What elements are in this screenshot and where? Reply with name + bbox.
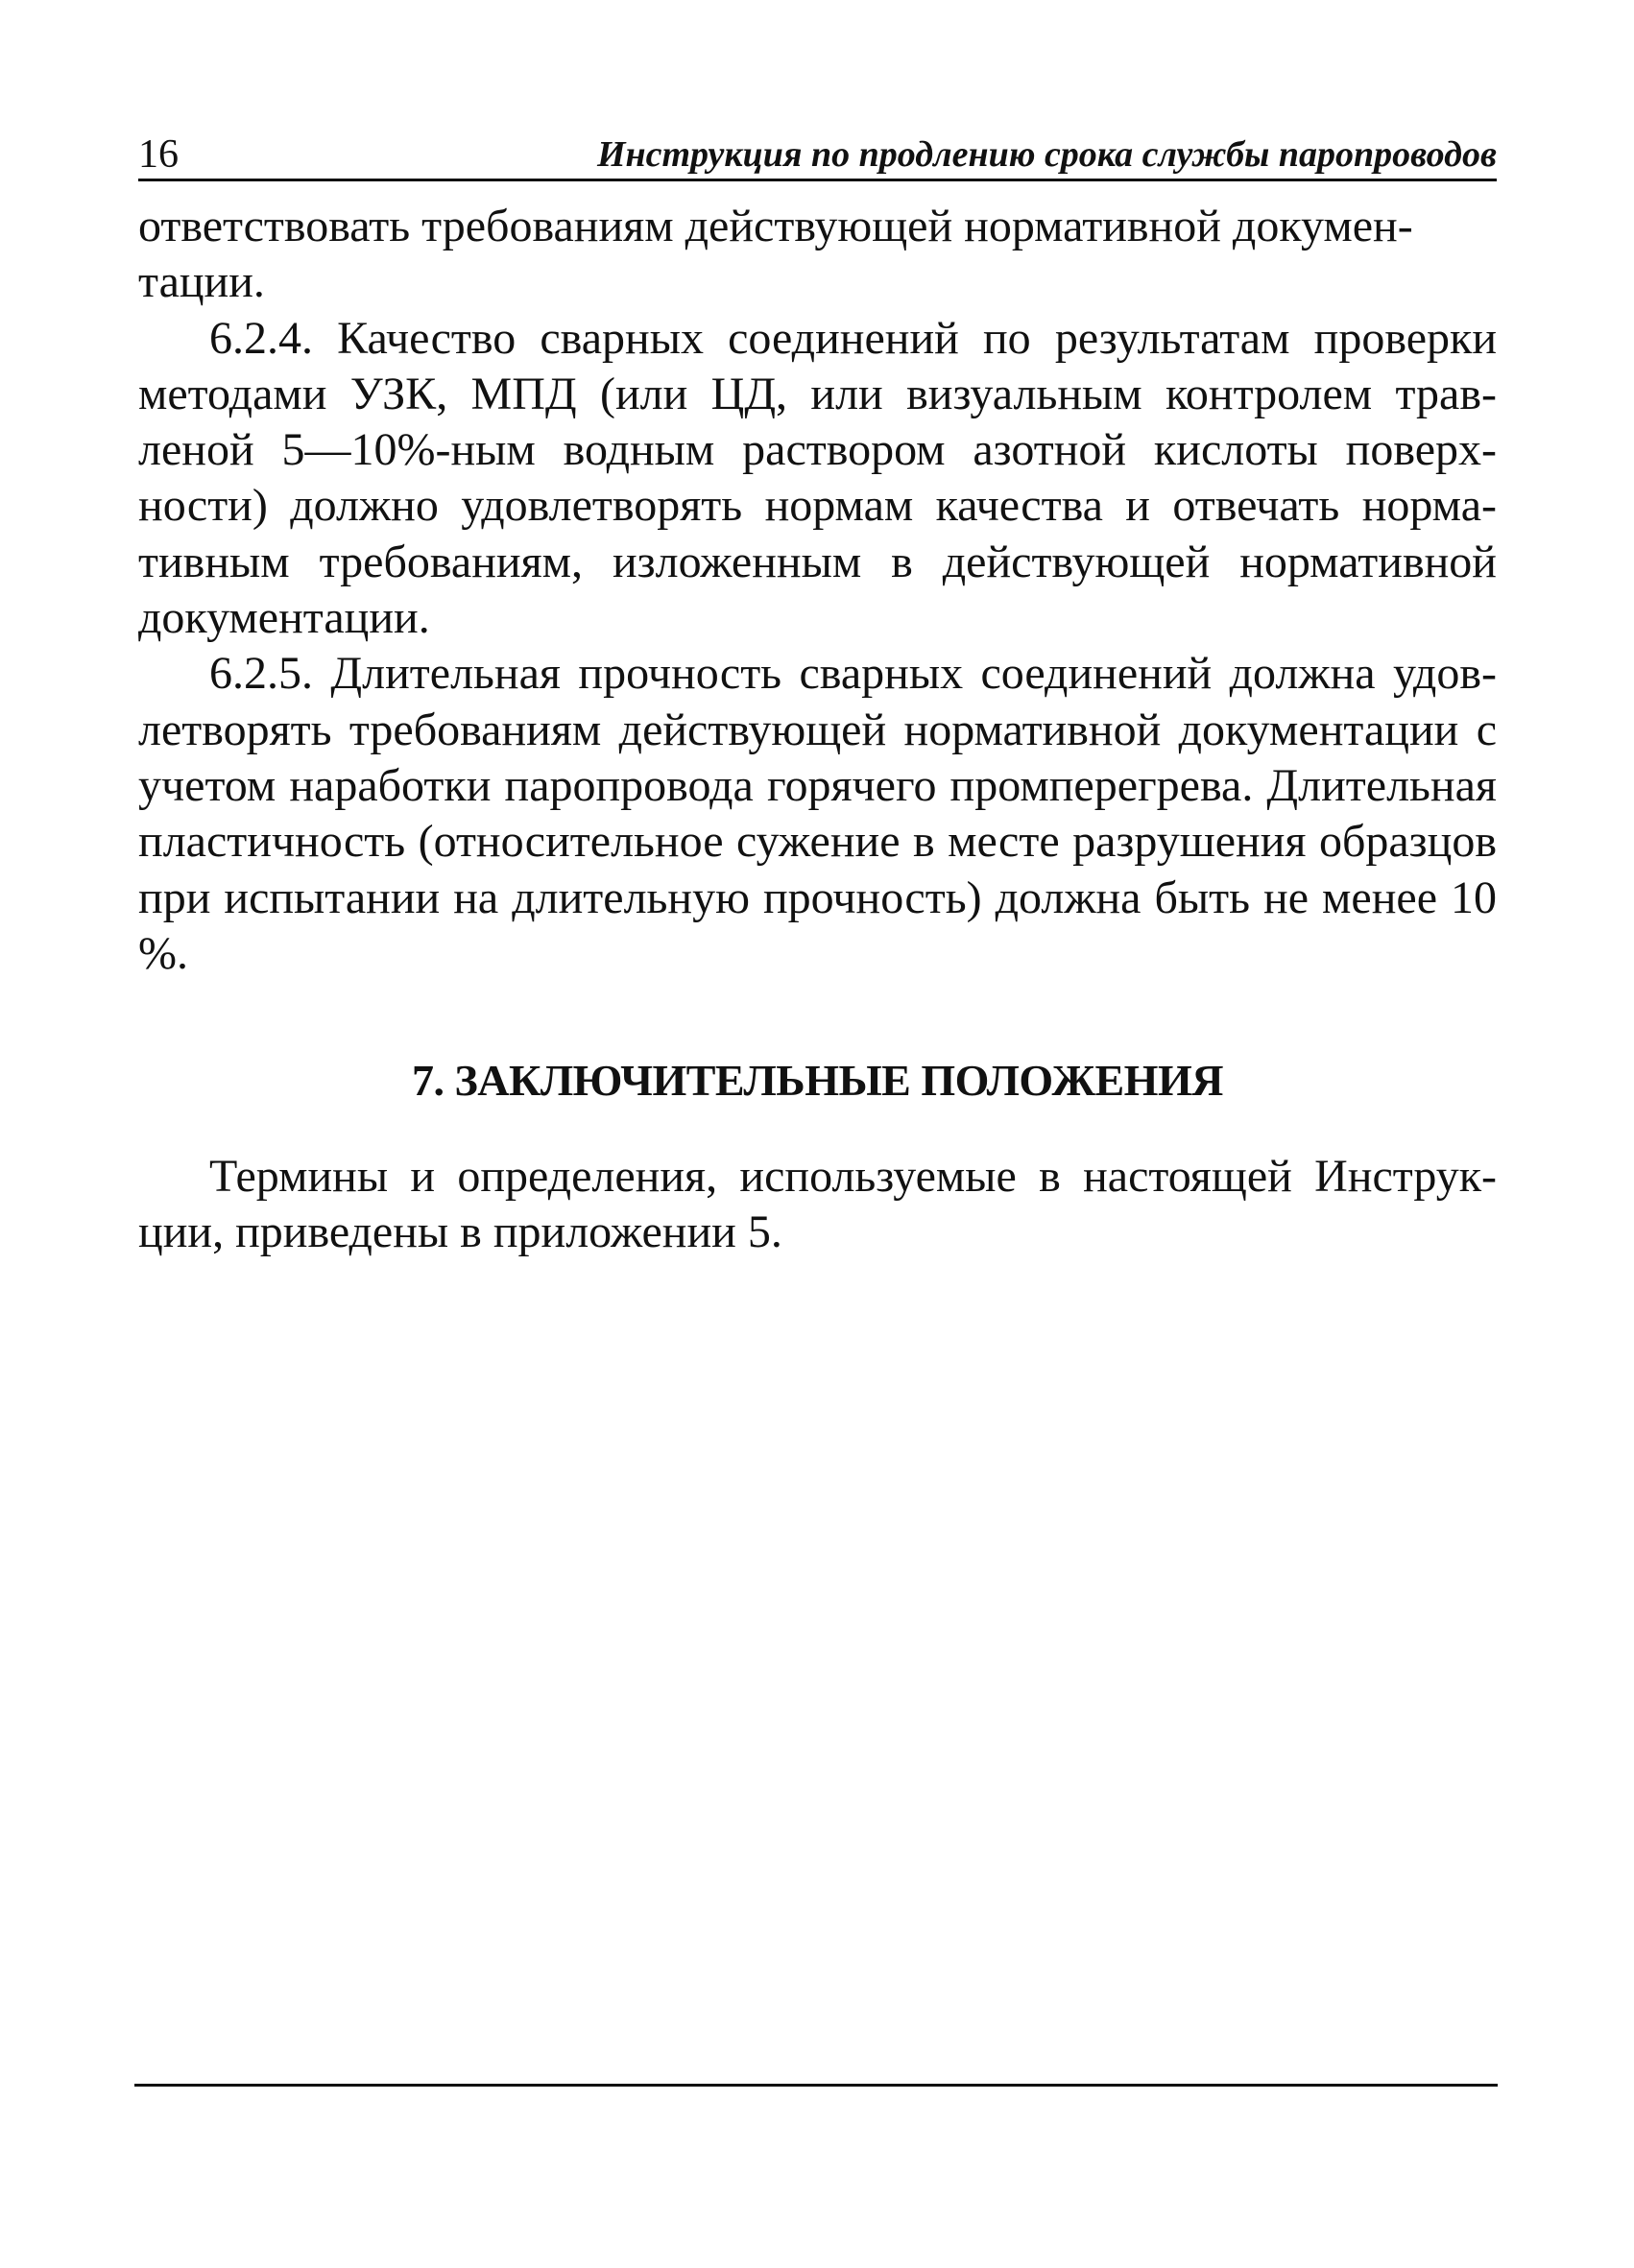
- section-7-body: [138, 1149, 1497, 1261]
- continuation-paragraph: [138, 199, 1497, 311]
- body-text: [138, 199, 1497, 982]
- continuation-line-2: тации.: [138, 256, 265, 308]
- paragraph-text: Длительная прочность сварных соединений должна удовлетворять требованиям действующей нормативной документации с учетом наработки паропровода горячего промперегрева. Длительная пластичность (относительное сужение в месте разрушения образцов при испытании на длительную прочность) должна быть не менее 10 %.: [138, 648, 1497, 979]
- paragraph-number: 6.2.5.: [209, 648, 313, 700]
- paragraph-number: 6.2.4.: [209, 312, 313, 364]
- paragraph-6-2-5: [138, 646, 1497, 982]
- page-number: 16: [138, 132, 179, 177]
- paragraph-6-2-4: [138, 311, 1497, 647]
- page-header: [138, 123, 1497, 181]
- running-title: Инструкция по продлению срока службы паропроводов: [596, 134, 1497, 175]
- section-7-paragraph: Термины и определения, используемые в настоящей Инструкции, приведены в приложении 5.: [138, 1151, 1497, 1258]
- continuation-line-1: ответствовать требованиям действующей нормативной докумен-: [138, 201, 1413, 251]
- footer-rule: [134, 2084, 1498, 2087]
- paragraph-text: Качество сварных соединений по результатам проверки методами УЗК, МПД (или ЦД, или визуальным контролем травленой 5—10%-ным водным раствором азотной кислоты поверхности) должно удовлетворять нормам качества и отвечать нормативным требованиям, изложенным в действующей нормативной документации.: [138, 312, 1498, 644]
- section-heading: 7. ЗАКЛЮЧИТЕЛЬНЫЕ ПОЛОЖЕНИЯ: [412, 1056, 1223, 1105]
